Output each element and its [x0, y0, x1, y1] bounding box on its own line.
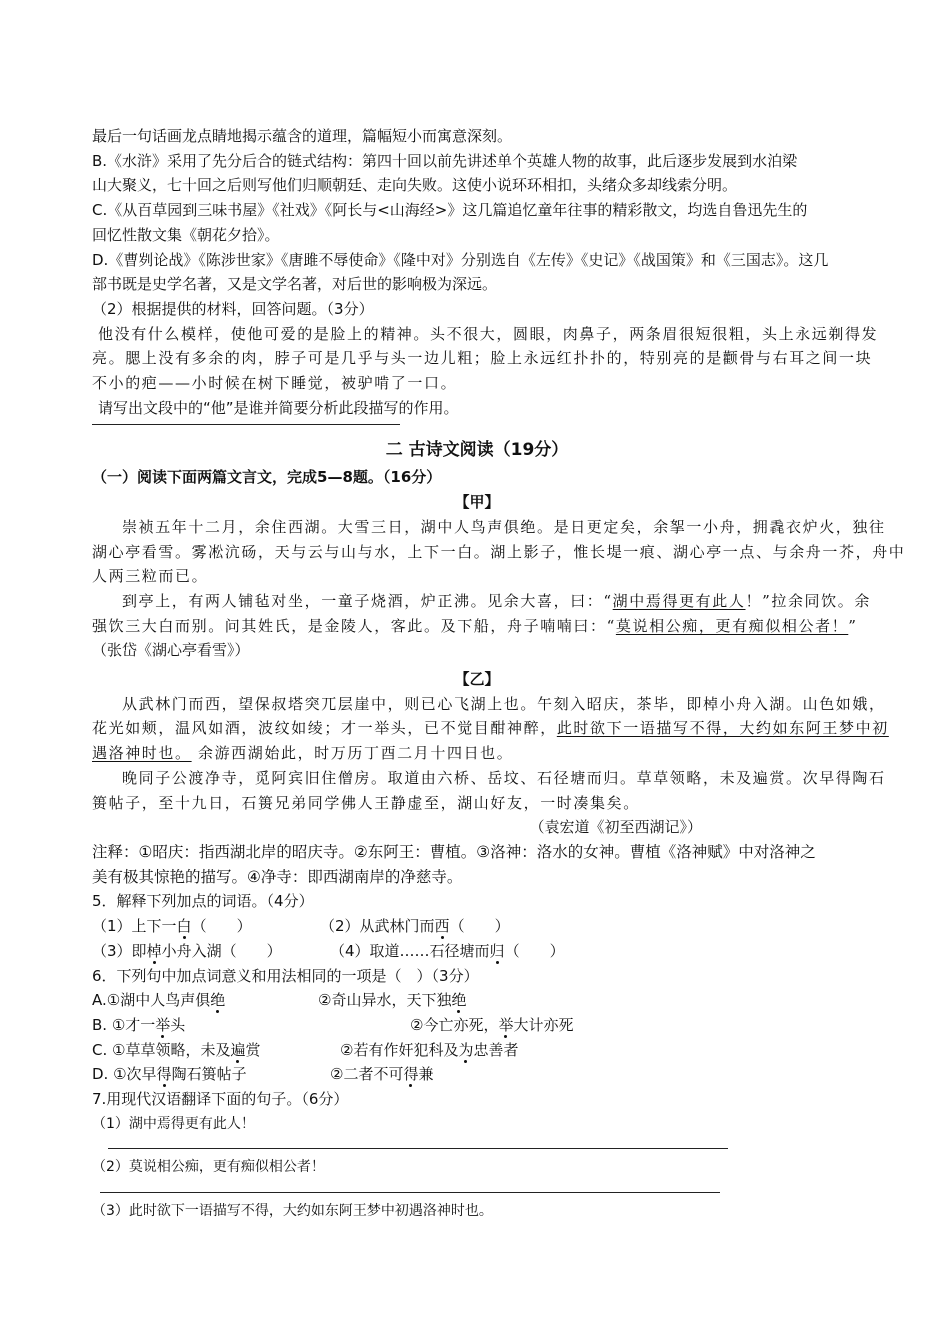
material-line3: 不小的疤——小时候在树下睡觉，被驴啃了一口。	[92, 374, 458, 393]
yi-p1-line3: 遇洛神时也。 余游西湖始此，时万历丁酉二月十四日也。	[92, 744, 514, 763]
option-d-line1: D.《曹刿论战》《陈涉世家》《唐雎不辱使命》《隆中对》分别选自《左传》《史记》《战国策》和《三国志》。这几	[92, 250, 829, 269]
underlined-sentence-2: 莫说相公痴，更有痴似相公者！	[615, 616, 849, 635]
yi-p1-line2: 花光如颊，温风如酒，波纹如绫；才一举头，已不觉目酣神醉，此时欲下一语描写不得，大约如东阿王梦中初	[92, 719, 889, 738]
question-5-row1: （1）上下一白（ ） （2）从武林门而西（ ）	[92, 917, 510, 936]
dotted-word: 举	[155, 1015, 171, 1034]
question-6-stem: 6．下列句中加点词意义和用法相同的一项是（ ）（3分）	[92, 966, 479, 985]
dotted-word: 绝	[451, 991, 467, 1010]
yi-source: （袁宏道《初至西湖记》）	[529, 818, 702, 837]
jia-p1-line3: 人两三粒而已。	[92, 567, 209, 586]
jia-p2-line1: 到亭上，有两人铺毡对坐，一童子烧酒，炉正沸。见余大喜，曰：“湖中焉得更有此人！”拉余同饮。余	[122, 591, 871, 610]
jia-p1-line1: 崇祯五年十二月，余住西湖。大雪三日，湖中人鸟声俱绝。是日更定矣，余挐一小舟，拥毳衣炉火，独往	[122, 517, 886, 536]
question-7-sentence-2: （2）莫说相公痴，更有痴似相公者！	[92, 1159, 325, 1176]
question-2-ask: 请写出文段中的“他”是谁并简要分析此段描写的作用。	[98, 398, 459, 417]
dotted-word: 西	[434, 917, 450, 936]
question-5-stem: 5．解释下列加点的词语。（4分）	[92, 892, 314, 911]
question-6-option-a: A.①湖中人鸟声俱绝 ②奇山异水，天下独绝	[92, 991, 467, 1010]
option-a-tail: 最后一句话画龙点睛地揭示蕴含的道理，篇幅短小而寓意深刻。	[92, 127, 513, 145]
jia-p2-line2: 强饮三大白而别。问其姓氏，是金陵人，客此。及下船，舟子喃喃曰：“莫说相公痴，更有痴似相公者！”	[92, 616, 858, 635]
answer-line-7-2	[100, 1192, 720, 1193]
yi-p2-line2: 篑帖子，至十九日，石篑兄弟同学佛人王静虚至，湖山好友，一时凑集矣。	[92, 793, 640, 812]
dotted-word: 棹	[146, 941, 162, 960]
answer-line-7-1	[108, 1148, 728, 1149]
question-6-option-b: B. ①才一举头 ②今亡亦死，举大计亦死	[92, 1015, 574, 1034]
material-line1: 他没有什么模样，使他可爱的是脸上的精神。头不很大，圆眼，肉鼻子，两条眉很短很粗，头上永远剃得发	[98, 324, 879, 343]
question-7-sentence-3: （3）此时欲下一语描写不得，大约如东阿王梦中初遇洛神时也。	[92, 1203, 493, 1220]
question-7-sentence-1: （1）湖中焉得更有此人！	[92, 1115, 255, 1132]
passage-yi-label: 【乙】	[454, 670, 500, 689]
jia-source: （张岱《湖心亭看雪》）	[92, 641, 250, 660]
question-2-stem: （2）根据提供的材料，回答问题。（3分）	[92, 299, 374, 318]
option-b-line1: B.《水浒》采用了先分后合的链式结构：第四十回以前先讲述单个英雄人物的故事，此后逐步发展到水泊梁	[92, 151, 798, 170]
document-page	[92, 124, 906, 1224]
yi-p1-line1: 从武林门而西，望保叔塔突兀层崖中，则已心飞湖上也。午刻入昭庆，茶毕，即棹小舟入湖。山色如娥，	[122, 694, 886, 713]
dotted-word: 归	[489, 941, 505, 960]
dotted-word: 白	[176, 917, 192, 936]
yi-p2-line1: 晚同子公渡净寺，觅阿宾旧住僧房。取道由六桥、岳坟、石径塘而归。草草领略，未及遍赏。次早得陶石	[122, 768, 886, 787]
option-c-line1: C.《从百草园到三味书屋》《社戏》《阿长与<山海经>》这几篇追忆童年往事的精彩散文，均选自鲁迅先生的	[92, 201, 808, 220]
question-6-option-c: C. ①草草领略，未及遍赏 ②若有作奸犯科及为忠善者	[92, 1040, 519, 1059]
jia-p1-line2: 湖心亭看雪。雾凇沆砀，天与云与山与水，上下一白。湖上影子，惟长堤一痕、湖心亭一点、与余舟一芥，舟中	[92, 542, 906, 561]
dotted-word: 绝	[210, 991, 226, 1010]
dotted-word: 得	[403, 1065, 419, 1084]
underlined-sentence-3a: 此时欲下一语描写不得，大约如东阿王梦中初	[556, 719, 889, 738]
section-title: 二 古诗文阅读（19分）	[385, 440, 569, 461]
notes-line2: 美有极其惊艳的描写。④净寺：即西湖南岸的净慈寺。	[92, 867, 463, 886]
dotted-word: 遍	[230, 1040, 246, 1059]
dotted-word: 为	[458, 1040, 474, 1059]
passage-jia-label: 【甲】	[454, 493, 500, 512]
dotted-word: 举	[498, 1015, 514, 1034]
question-5-row2: （3）即棹小舟入湖（ ） （4）取道……石径塘而归（ ）	[92, 941, 565, 960]
option-b-line2: 山大聚义，七十回之后则写他们归顺朝廷、走向失败。这使小说环环相扣，头绪众多却线索分明。	[92, 176, 738, 195]
question-6-option-d: D. ①次早得陶石篑帖子 ②二者不可得兼	[92, 1065, 434, 1084]
underlined-sentence-1: 湖中焉得更有此人	[612, 591, 746, 610]
section-subtitle: （一）阅读下面两篇文言文，完成5—8题。（16分）	[92, 468, 442, 487]
option-d-line2: 部书既是史学名著，又是文学名著，对后世的影响极为深远。	[92, 275, 498, 294]
option-c-line2: 回忆性散文集《朝花夕拾》。	[92, 225, 280, 244]
dotted-word: 得	[156, 1065, 172, 1084]
notes-line1: 注释：①昭庆：指西湖北岸的昭庆寺。②东阿王：曹植。③洛神：洛水的女神。曹植《洛神赋》中对洛神之	[92, 842, 816, 861]
underlined-sentence-3b: 遇洛神时也。	[92, 744, 192, 763]
answer-line-q2	[92, 424, 400, 425]
question-7-stem: 7.用现代汉语翻译下面的句子。（6分）	[92, 1090, 349, 1109]
material-line2: 亮。腮上没有多余的肉，脖子可是几乎与头一边儿粗；脸上永远红扑扑的，特别亮的是颧骨与右耳之间一块	[92, 349, 873, 368]
